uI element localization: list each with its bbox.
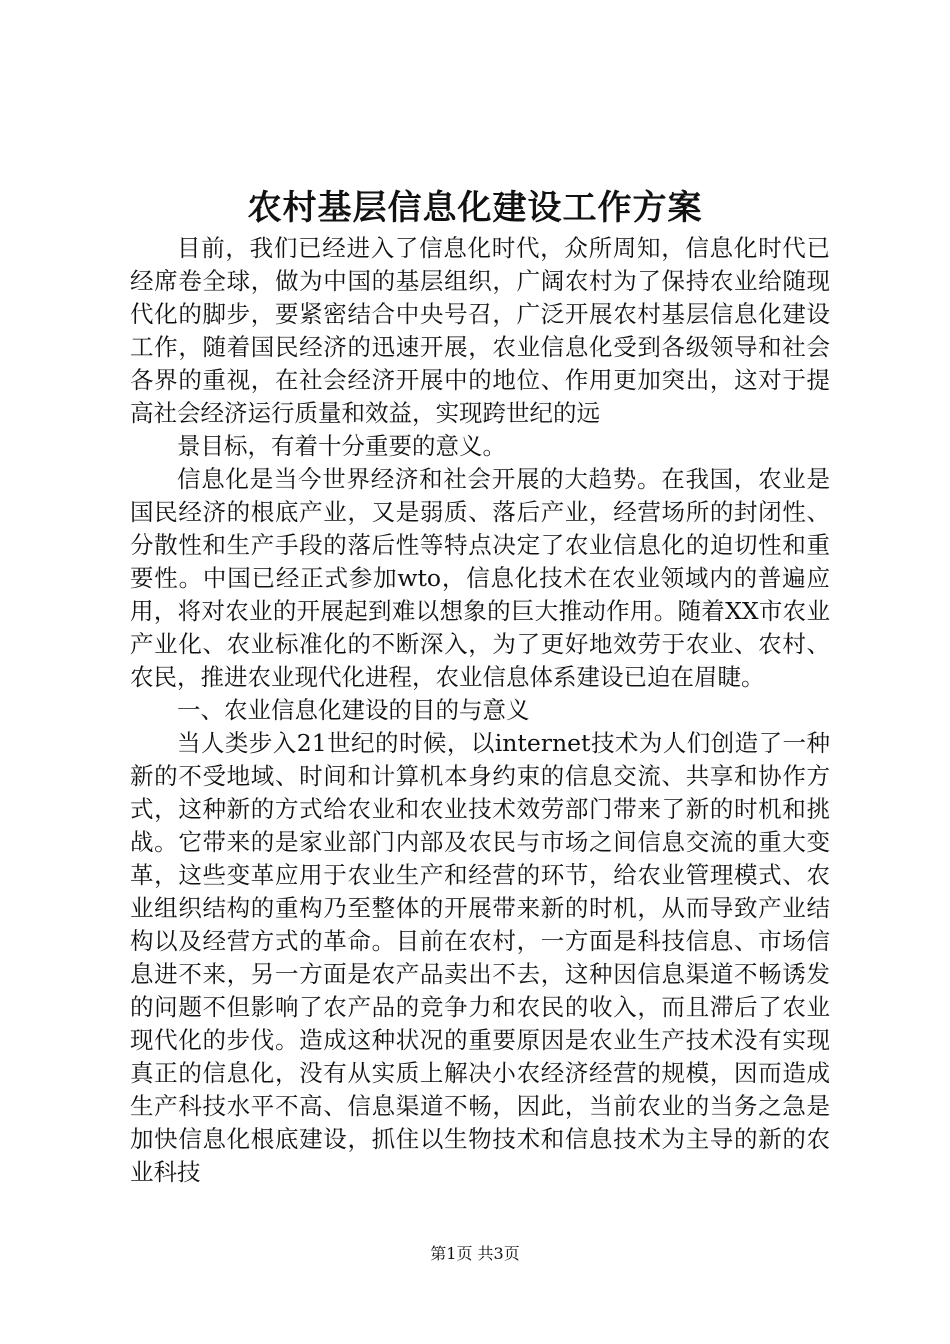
- section-heading: 一、农业信息化建设的目的与意义: [177, 696, 530, 724]
- paragraph-trend: 信息化是当今世界经济和社会开展的大趋势。在我国，农业是国民经济的根底产业，又是弱质、落后产业，经营场所的封闭性、分散性和生产手段的落后性等特点决定了农业信息化的迫切性和重要性。中国已经正式参加wto，信息化技术在农业领域内的普遍应用，将对农业的开展起到难以想象的巨大推动作用。随着XX市农业产业化、农业标准化的不断深入，为了更好地效劳于农业、农村、农民，推进农业现代化进程，农业信息体系建设已迫在眉睫。: [130, 465, 830, 691]
- page-footer: 第1页 共3页: [430, 1244, 520, 1263]
- paragraph-purpose: 当人类步入21世纪的时候，以internet技术为人们创造了一种新的不受地域、时间和计算机本身约束的信息交流、共享和协作方式，这种新的方式给农业和农业技术效劳部门带来了新的时机和挑战。它带来的是家业部门内部及农民与市场之间信息交流的重大变革，这些变革应用于农业生产和经营的环节，给农业管理模式、农业组织结构的重构乃至整体的开展带来新的时机，从而导致产业结构以及经营方式的革命。目前在农村，一方面是科技信息、市场信息进不来，另一方面是农产品卖出不去，这种因信息渠道不畅诱发的问题不但影响了农产品的竞争力和农民的收入，而且滞后了农业现代化的步伐。造成这种状况的重要原因是农业生产技术没有实现真正的信息化，没有从实质上解决小农经济经营的规模，因而造成生产科技水平不高、信息渠道不畅，因此，当前农业的当务之急是加快信息化根底建设，抓住以生物技术和信息技术为主导的新的农业科技: [130, 729, 830, 1186]
- paragraph-intro-continued: 景目标，有着十分重要的意义。: [177, 432, 506, 460]
- document-title: 农村基层信息化建设工作方案: [247, 188, 703, 228]
- paragraph-intro: 目前，我们已经进入了信息化时代，众所周知，信息化时代已经席卷全球，做为中国的基层组织，广阔农村为了保持农业给随现代化的脚步，要紧密结合中央号召，广泛开展农村基层信息化建设工作，随着国民经济的迅速开展，农业信息化受到各级领导和社会各界的重视，在社会经济开展中的地位、作用更加突出，这对于提高社会经济运行质量和效益，实现跨世纪的远: [130, 234, 830, 427]
- document-body: [130, 232, 830, 1189]
